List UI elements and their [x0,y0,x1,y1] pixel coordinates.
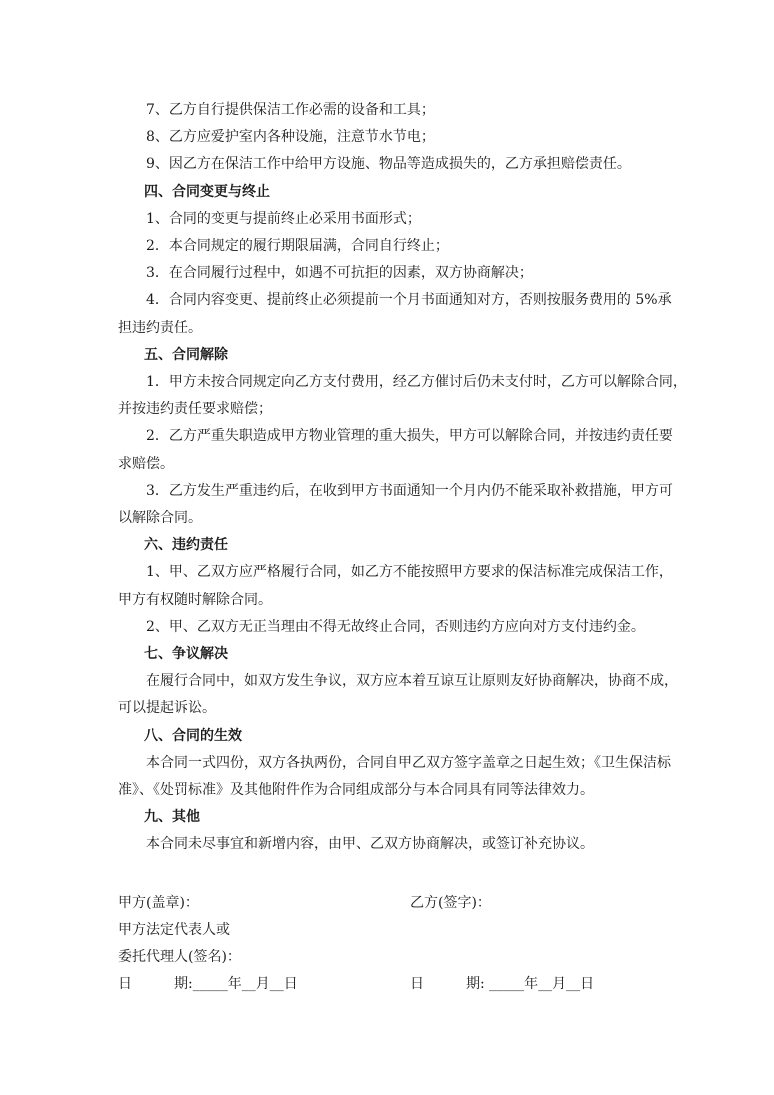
clause-line: 本合同未尽事宜和新增内容，由甲、乙双方协商解决，或签订补充协议。 [146,836,594,853]
clause-line: 2．本合同规定的履行期限届满，合同自行终止； [146,238,449,254]
party-a-rep-label-line1: 甲方法定代表人或 [118,922,230,938]
clause-line: 1、合同的变更与提前终止必采用书面形式； [146,210,421,227]
section-heading: 九、其他 [144,809,200,826]
section-heading: 七、争议解决 [144,646,228,662]
party-a-seal-label: 甲方(盖章)： [118,895,199,911]
section-heading: 五、合同解除 [144,346,228,363]
clause-line: 2．乙方严重失职造成甲方物业管理的重大损失，甲方可以解除合同，并按违约责任要 [146,428,673,445]
clause-line: 在履行合同中，如双方发生争议，双方应本着互谅互让原则友好协商解决，协商不成， [146,673,678,690]
clause-continuation: 担违约责任。 [118,319,202,336]
section-heading: 六、违约责任 [144,537,228,554]
clause-continuation: 准》、《处罚标准》及其他附件作为合同组成部分与本合同具有同等法律效力。 [118,782,594,798]
clause-line: 1．甲方未按合同规定向乙方支付费用，经乙方催讨后仍未支付时，乙方可以解除合同， [146,374,687,390]
party-b-sign-label: 乙方(签字)： [410,895,491,911]
clause-continuation: 甲方有权随时解除合同。 [118,591,272,608]
clause-line: 本合同一式四份，双方各执两份，合同自甲乙双方签字盖章之日起生效；《卫生保洁标 [146,754,671,771]
clause-line: 9、因乙方在保洁工作中给甲方设施、物品等造成损失的，乙方承担赔偿责任。 [146,156,631,173]
clause-line: 3．乙方发生严重违约后，在收到甲方书面通知一个月内仍不能采取补救措施，甲方可 [146,482,673,499]
clause-line: 1、甲、乙双方应严格履行合同，如乙方不能按照甲方要求的保洁标准完成保洁工作， [146,564,673,581]
party-b-date: 日 期: _____年__月__日 [410,976,595,992]
clause-continuation: 可以提起诉讼。 [118,700,216,717]
clause-continuation: 求赔偿。 [118,455,174,472]
clause-line: 2、甲、乙双方无正当理由不得无故终止合同，否则违约方应向对方支付违约金。 [146,618,645,635]
clause-line: 3．在合同履行过程中，如遇不可抗拒的因素，双方协商解决； [146,265,533,282]
party-a-date: 日 期:_____年__月__日 [118,976,298,992]
party-a-rep-label-line2: 委托代理人(签名)： [118,949,241,965]
clause-line: 4．合同内容变更、提前终止必须提前一个月书面通知对方，否则按服务费用的 5%承 [146,292,672,309]
clause-continuation: 并按违约责任要求赔偿； [118,401,272,418]
section-heading: 四、合同变更与终止 [144,183,270,200]
clause-line: 8、乙方应爱护室内各种设施，注意节水节电； [146,129,435,146]
clause-line: 7、乙方自行提供保洁工作必需的设备和工具； [146,102,435,118]
clause-continuation: 以解除合同。 [118,510,202,526]
section-heading: 八、合同的生效 [144,727,242,744]
